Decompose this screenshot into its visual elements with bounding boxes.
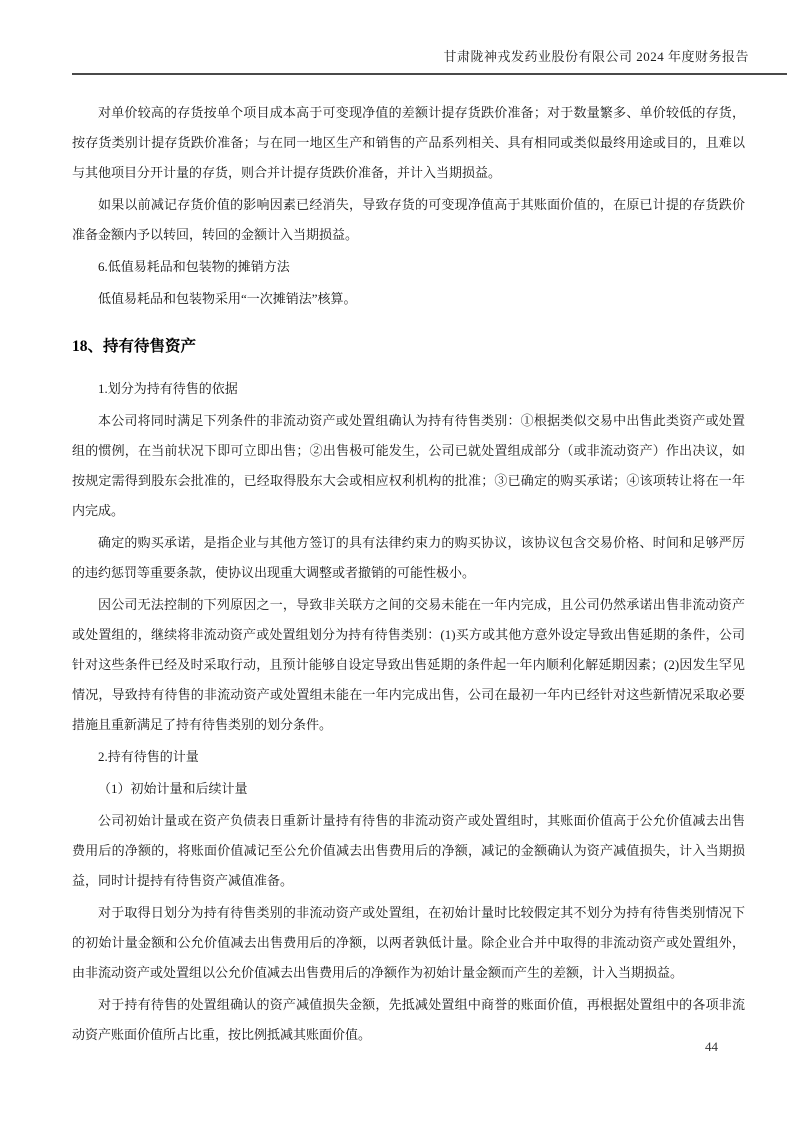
subheading-initial-subsequent-measurement: （1）初始计量和后续计量 bbox=[98, 781, 248, 796]
page-header bbox=[72, 48, 787, 75]
paragraph-remeasurement-impairment: 公司初始计量或在资产负债表日重新计量持有待售的非流动资产或处置组时，其账面价值高于公允价值减去出售费用后的净额的，将账面价值减记至公允价值减去出售费用后的净额，减记的金额确认为资产减值损失，计入当期损益，同时计提持有待售资产减值准备。 bbox=[72, 813, 745, 888]
paragraph-acquisition-date-measurement: 对于取得日划分为持有待售类别的非流动资产或处置组，在初始计量时比较假定其不划分为持有待售类别情况下的初始计量金额和公允价值减去出售费用后的净额，以两者孰低计量。除企业合并中取得的非流动资产或处置组外，由非流动资产或处置组以公允价值减去出售费用后的净额作为初始计量金额而产生的差额，计入当期损益。 bbox=[72, 905, 745, 980]
paragraph-uncontrollable-delay: 因公司无法控制的下列原因之一，导致非关联方之间的交易未能在一年内完成，且公司仍然承诺出售非流动资产或处置组的，继续将非流动资产或处置组划分为持有待售类别：(1)买方或其他方意外设定导致出售延期的条件，公司针对这些条件已经及时采取行动，且预计能够自设定导致出售延期的条件起一年内顺利化解延期因素；(2)因发生罕见情况，导致持有待售的非流动资产或处置组未能在一年内完成出售，公司在最初一年内已经针对这些新情况采取必要措施且重新满足了持有待售类别的划分条件。 bbox=[72, 597, 745, 732]
section-heading-held-for-sale-assets: 18、持有待售资产 bbox=[72, 338, 197, 355]
page-number: 44 bbox=[705, 1039, 718, 1054]
paragraph-provision-reversal: 如果以前减记存货价值的影响因素已经消失，导致存货的可变现净值高于其账面价值的，在原已计提的存货跌价准备金额内予以转回，转回的金额计入当期损益。 bbox=[72, 197, 745, 242]
subheading-low-value-consumables: 6.低值易耗品和包装物的摊销方法 bbox=[98, 259, 290, 274]
report-header-title: 甘肃陇神戎发药业股份有限公司 2024 年度财务报告 bbox=[443, 49, 749, 64]
paragraph-inventory-provision: 对单价较高的存货按单个项目成本高于可变现净值的差额计提存货跌价准备；对于数量繁多、单价较低的存货，按存货类别计提存货跌价准备；与在同一地区生产和销售的产品系列相关、具有相同或类似最终用途或目的，且难以与其他项目分开计量的存货，则合并计提存货跌价准备，并计入当期损益。 bbox=[72, 105, 745, 180]
paragraph-disposal-group-impairment-allocation: 对于持有待售的处置组确认的资产减值损失金额，先抵减处置组中商誉的账面价值，再根据处置组中的各项非流动资产账面价值所占比重，按比例抵减其账面价值。 bbox=[72, 997, 745, 1042]
paragraph-amortization-method: 低值易耗品和包装物采用“一次摊销法”核算。 bbox=[98, 291, 357, 306]
subheading-measurement: 2.持有待售的计量 bbox=[98, 749, 199, 764]
paragraph-firm-purchase-commitment: 确定的购买承诺，是指企业与其他方签订的具有法律约束力的购买协议，该协议包含交易价格、时间和足够严厉的违约惩罚等重要条款，使协议出现重大调整或者撤销的可能性极小。 bbox=[72, 535, 745, 580]
paragraph-classification-conditions: 本公司将同时满足下列条件的非流动资产或处置组确认为持有待售类别：①根据类似交易中出售此类资产或处置组的惯例，在当前状况下即可立即出售；②出售极可能发生，公司已就处置组成部分（或非流动资产）作出决议，如按规定需得到股东会批准的，已经取得股东大会或相应权利机构的批准；③已确定的购买承诺；④该项转让将在一年内完成。 bbox=[72, 413, 745, 518]
subheading-classification-basis: 1.划分为持有待售的依据 bbox=[98, 381, 238, 396]
document-content bbox=[72, 98, 745, 1052]
